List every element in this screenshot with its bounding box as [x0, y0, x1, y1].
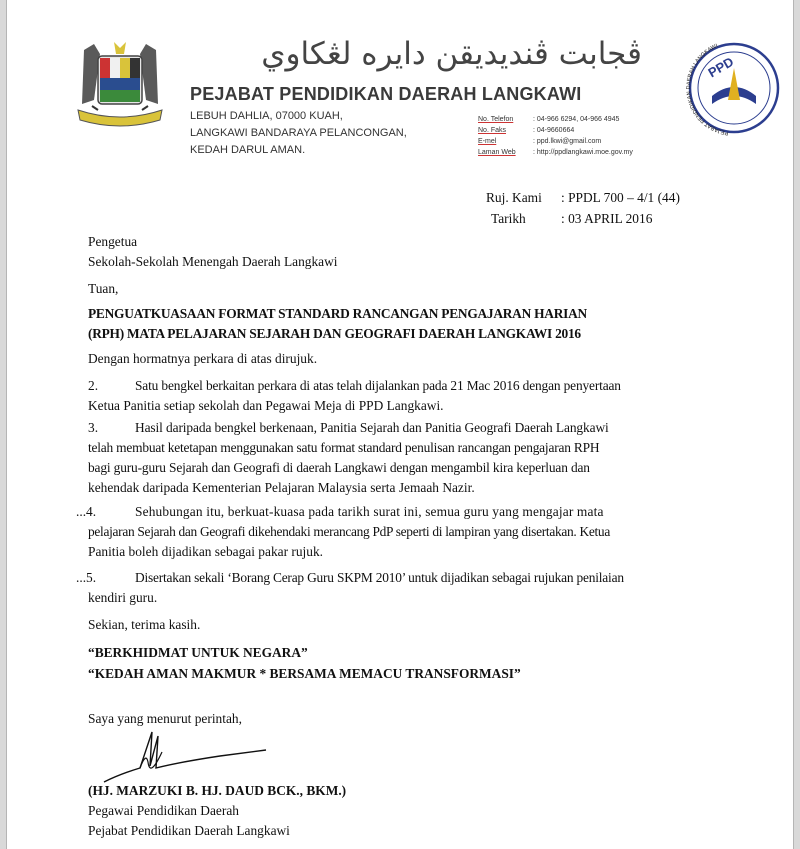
contact-value: : 04-966 6294, 04-966 4945 — [533, 116, 620, 123]
para-3-line-1: Hasil daripada bengkel berkenaan, Panitia Sejarah dan Panitia Geografi Daerah Langkawi — [135, 420, 609, 435]
para-2-number: 2. — [88, 378, 99, 393]
contact-fax — [478, 127, 574, 134]
address-line-3: KEDAH DARUL AMAN. — [190, 144, 306, 156]
para-3-line-3: bagi guru-guru Sejarah dan Geografi di daerah Langkawi dengan mengambil kira keperluan dan — [88, 460, 590, 475]
recipient-line-2: Sekolah-Sekolah Menengah Daerah Langkawi — [88, 254, 338, 269]
signatory-office: Pejabat Pendidikan Daerah Langkawi — [88, 823, 290, 838]
ppd-logo-icon — [684, 38, 784, 142]
contact-label: Laman Web — [478, 149, 516, 156]
logo-text: PPD — [705, 53, 737, 81]
para-5-line-1: Disertakan sekali ‘Borang Cerap Guru SKPM 2010’ untuk dijadikan sebagai rujukan penilaian — [135, 570, 624, 585]
signatory-title: Pegawai Pendidikan Daerah — [88, 803, 239, 818]
office-name: PEJABAT PENDIDIKAN DAERAH LANGKAWI — [190, 84, 582, 104]
logo-ring-text: PEJABAT PENDIDIKAN DAERAH LANGKAWI — [686, 43, 729, 136]
para-2-line-1: Satu bengkel berkaitan perkara di atas telah dijalankan pada 21 Mac 2016 dengan penyertaan — [135, 378, 621, 393]
recipient-line-1: Pengetua — [88, 234, 138, 249]
coat-of-arms-icon — [64, 40, 176, 138]
para-3-line-4: kehendak daripada Kementerian Pelajaran Malaysia serta Jemaah Nazir. — [88, 480, 475, 495]
para-3-number: 3. — [88, 420, 99, 435]
jawi-title: ڤجابت ڤنديديقن دايره لڠكاوي — [261, 36, 642, 72]
address-line-1: LEBUH DAHLIA, 07000 KUAH, — [190, 110, 343, 122]
para-4-line-3: Panitia boleh dijadikan sebagai pakar rujuk. — [88, 544, 324, 559]
para-4-number: ...4. — [76, 504, 97, 519]
window-frame-left — [0, 0, 7, 849]
address-line-2: LANGKAWI BANDARAYA PELANCONGAN, — [190, 127, 407, 139]
contact-website — [478, 149, 633, 156]
contact-label: No. Faks — [478, 127, 507, 134]
contact-email — [478, 138, 601, 145]
motto-2: “KEDAH AMAN MAKMUR * BERSAMA MEMACU TRANSFORMASI” — [88, 666, 521, 681]
closing-line: Sekian, terima kasih. — [88, 617, 201, 632]
opening-line: Dengan hormatnya perkara di atas dirujuk. — [88, 351, 318, 366]
motto-1: “BERKHIDMAT UNTUK NEGARA” — [88, 645, 308, 660]
contact-label: No. Telefon — [478, 116, 514, 123]
sign-intro: Saya yang menurut perintah, — [88, 711, 242, 726]
signature-icon — [100, 722, 270, 788]
subject-line-2: (RPH) MATA PELAJARAN SEJARAH DAN GEOGRAFI DAERAH LANGKAWI 2016 — [88, 326, 581, 341]
contact-value: : ppd.lkwi@gmail.com — [533, 138, 602, 145]
signatory-name: (HJ. MARZUKI B. HJ. DAUD BCK., BKM.) — [88, 783, 347, 798]
ref-label: Ruj. Kami — [486, 190, 542, 205]
para-5-number: ...5. — [76, 570, 97, 585]
para-4-line-2: pelajaran Sejarah dan Geografi dikehendaki merancang PdP seperti di lampiran yang disertakan. Ketua — [88, 524, 610, 539]
date-label: Tarikh — [491, 211, 526, 226]
window-frame-right — [793, 0, 800, 849]
para-2-line-2: Ketua Panitia setiap sekolah dan Pegawai Meja di PPD Langkawi. — [88, 398, 444, 413]
para-5-line-2: kendiri guru. — [88, 590, 158, 605]
contact-value: : 04-9660664 — [533, 127, 575, 134]
para-3-line-2: telah membuat ketetapan menggunakan satu format standard penulisan rancangan pengajaran RPH — [88, 440, 600, 455]
ref-value: : PPDL 700 – 4/1 (44) — [561, 190, 680, 205]
date-value: : 03 APRIL 2016 — [561, 211, 653, 226]
salutation: Tuan, — [88, 281, 119, 296]
contact-phone — [478, 116, 619, 123]
para-4-line-1: Sehubungan itu, berkuat-kuasa pada tarikh surat ini, semua guru yang mengajar mata — [135, 504, 604, 519]
subject-line-1: PENGUATKUASAAN FORMAT STANDARD RANCANGAN PENGAJARAN HARIAN — [88, 306, 587, 321]
contact-label: E-mel — [478, 138, 497, 145]
contact-value: : http://ppdlangkawi.moe.gov.my — [533, 149, 633, 156]
